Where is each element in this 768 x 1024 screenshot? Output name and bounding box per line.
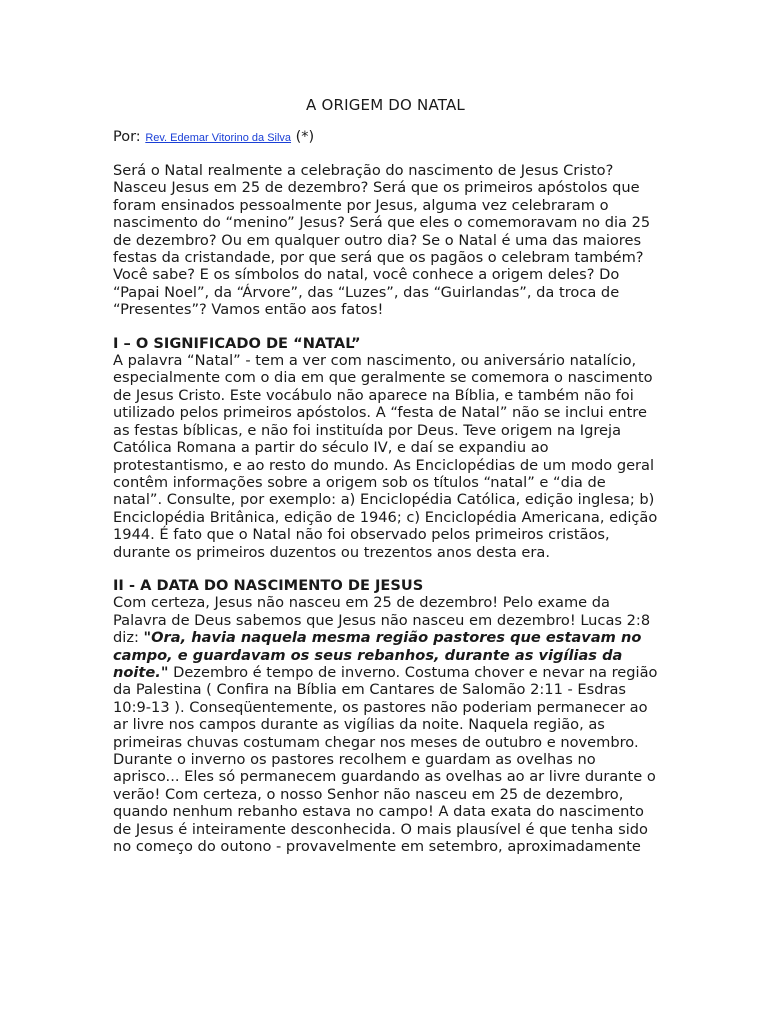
- section-heading-data-nascimento: II - A DATA DO NASCIMENTO DE JESUS: [113, 576, 424, 594]
- body-after-quote: Dezembro é tempo de inverno. Costuma chover e nevar na região da Palestina ( Confira na Bíblia em Cantares de Salomão 2:11 - Esdras 10:9-13 ). Conseqüentemente, os pastores não poderiam permanecer ao ar livre nos campos durante as vigílias da noite. Naquela região, as primeiras chuvas costumam chegar nos meses de outubro e novembro. Durante o inverno os pastores recolhem e guardam as ovelhas no aprisco... Eles só permanecem guardando as ovelhas ao ar livre durante o verão! Com certeza, o nosso Senhor não nasceu em 25 de dezembro, quando nenhum rebanho estava no campo! A data exata do nascimento de Jesus é inteiramente desconhecida. O mais plausível é que tenha sido no começo do outono - provavelmente em setembro, aproximadamente: [113, 663, 658, 856]
- bible-quote: "Ora, havia naquela mesma região pastores que estavam no campo, e guardavam os seus rebanhos, durante as vigílias da noite.": [113, 629, 642, 681]
- byline-suffix: (*): [291, 129, 315, 145]
- section-data-nascimento: [113, 577, 658, 856]
- document-page: [113, 96, 658, 855]
- byline-prefix: Por:: [113, 129, 146, 145]
- body-before-quote: Com certeza, Jesus não nasceu em 25 de dezembro! Pelo exame da Palavra de Deus sabemos que Jesus não nasceu em dezembro! Lucas 2:8 diz:: [113, 594, 651, 647]
- section-body-significado: A palavra “Natal” - tem a ver com nascimento, ou aniversário natalício, especialmente com o dia em que geralmente se comemora o nascimento de Jesus Cristo. Este vocábulo não aparece na Bíblia, e também não foi utilizado pelos primeiros apóstolos. A “festa de Natal” não se inclui entre as festas bíblicas, e não foi instituída por Deus. Teve origem na Igreja Católica Romana a partir do século IV, e daí se expandiu ao protestantismo, e ao resto do mundo. As Enciclopédias de um modo geral contêm informações sobre a origem sob os títulos “natal” e “dia de natal”. Consulte, por exemplo: a) Enciclopédia Católica, edição inglesa; b) Enciclopédia Britânica, edição de 1946; c) Enciclopédia Americana, edição 1944. É fato que o Natal não foi observado pelos primeiros cristãos, durante os primeiros duzentos ou trezentos anos desta era.: [113, 352, 658, 561]
- section-body-data-nascimento: [113, 594, 658, 855]
- section-significado: [113, 335, 658, 561]
- byline: [113, 128, 658, 147]
- document-title: A ORIGEM DO NATAL: [306, 96, 465, 114]
- author-link[interactable]: Rev. Edemar Vitorino da Silva: [145, 132, 292, 144]
- section-heading-significado: I – O SIGNIFICADO DE “NATAL”: [113, 334, 361, 352]
- intro-paragraph: Será o Natal realmente a celebração do nascimento de Jesus Cristo? Nasceu Jesus em 25 de dezembro? Será que os primeiros apóstolos que foram ensinados pessoalmente por Jesus, alguma vez celebraram o nascimento do “menino” Jesus? Será que eles o comemoravam no dia 25 de dezembro? Ou em qualquer outro dia? Se o Natal é uma das maiores festas da cristandade, por que será que os pagãos o celebram também? Você sabe? E os símbolos do natal, você conhece a origem deles? Do “Papai Noel”, da “Árvore”, das “Luzes”, das “Guirlandas”, da troca de “Presentes”? Vamos então aos fatos!: [113, 162, 651, 319]
